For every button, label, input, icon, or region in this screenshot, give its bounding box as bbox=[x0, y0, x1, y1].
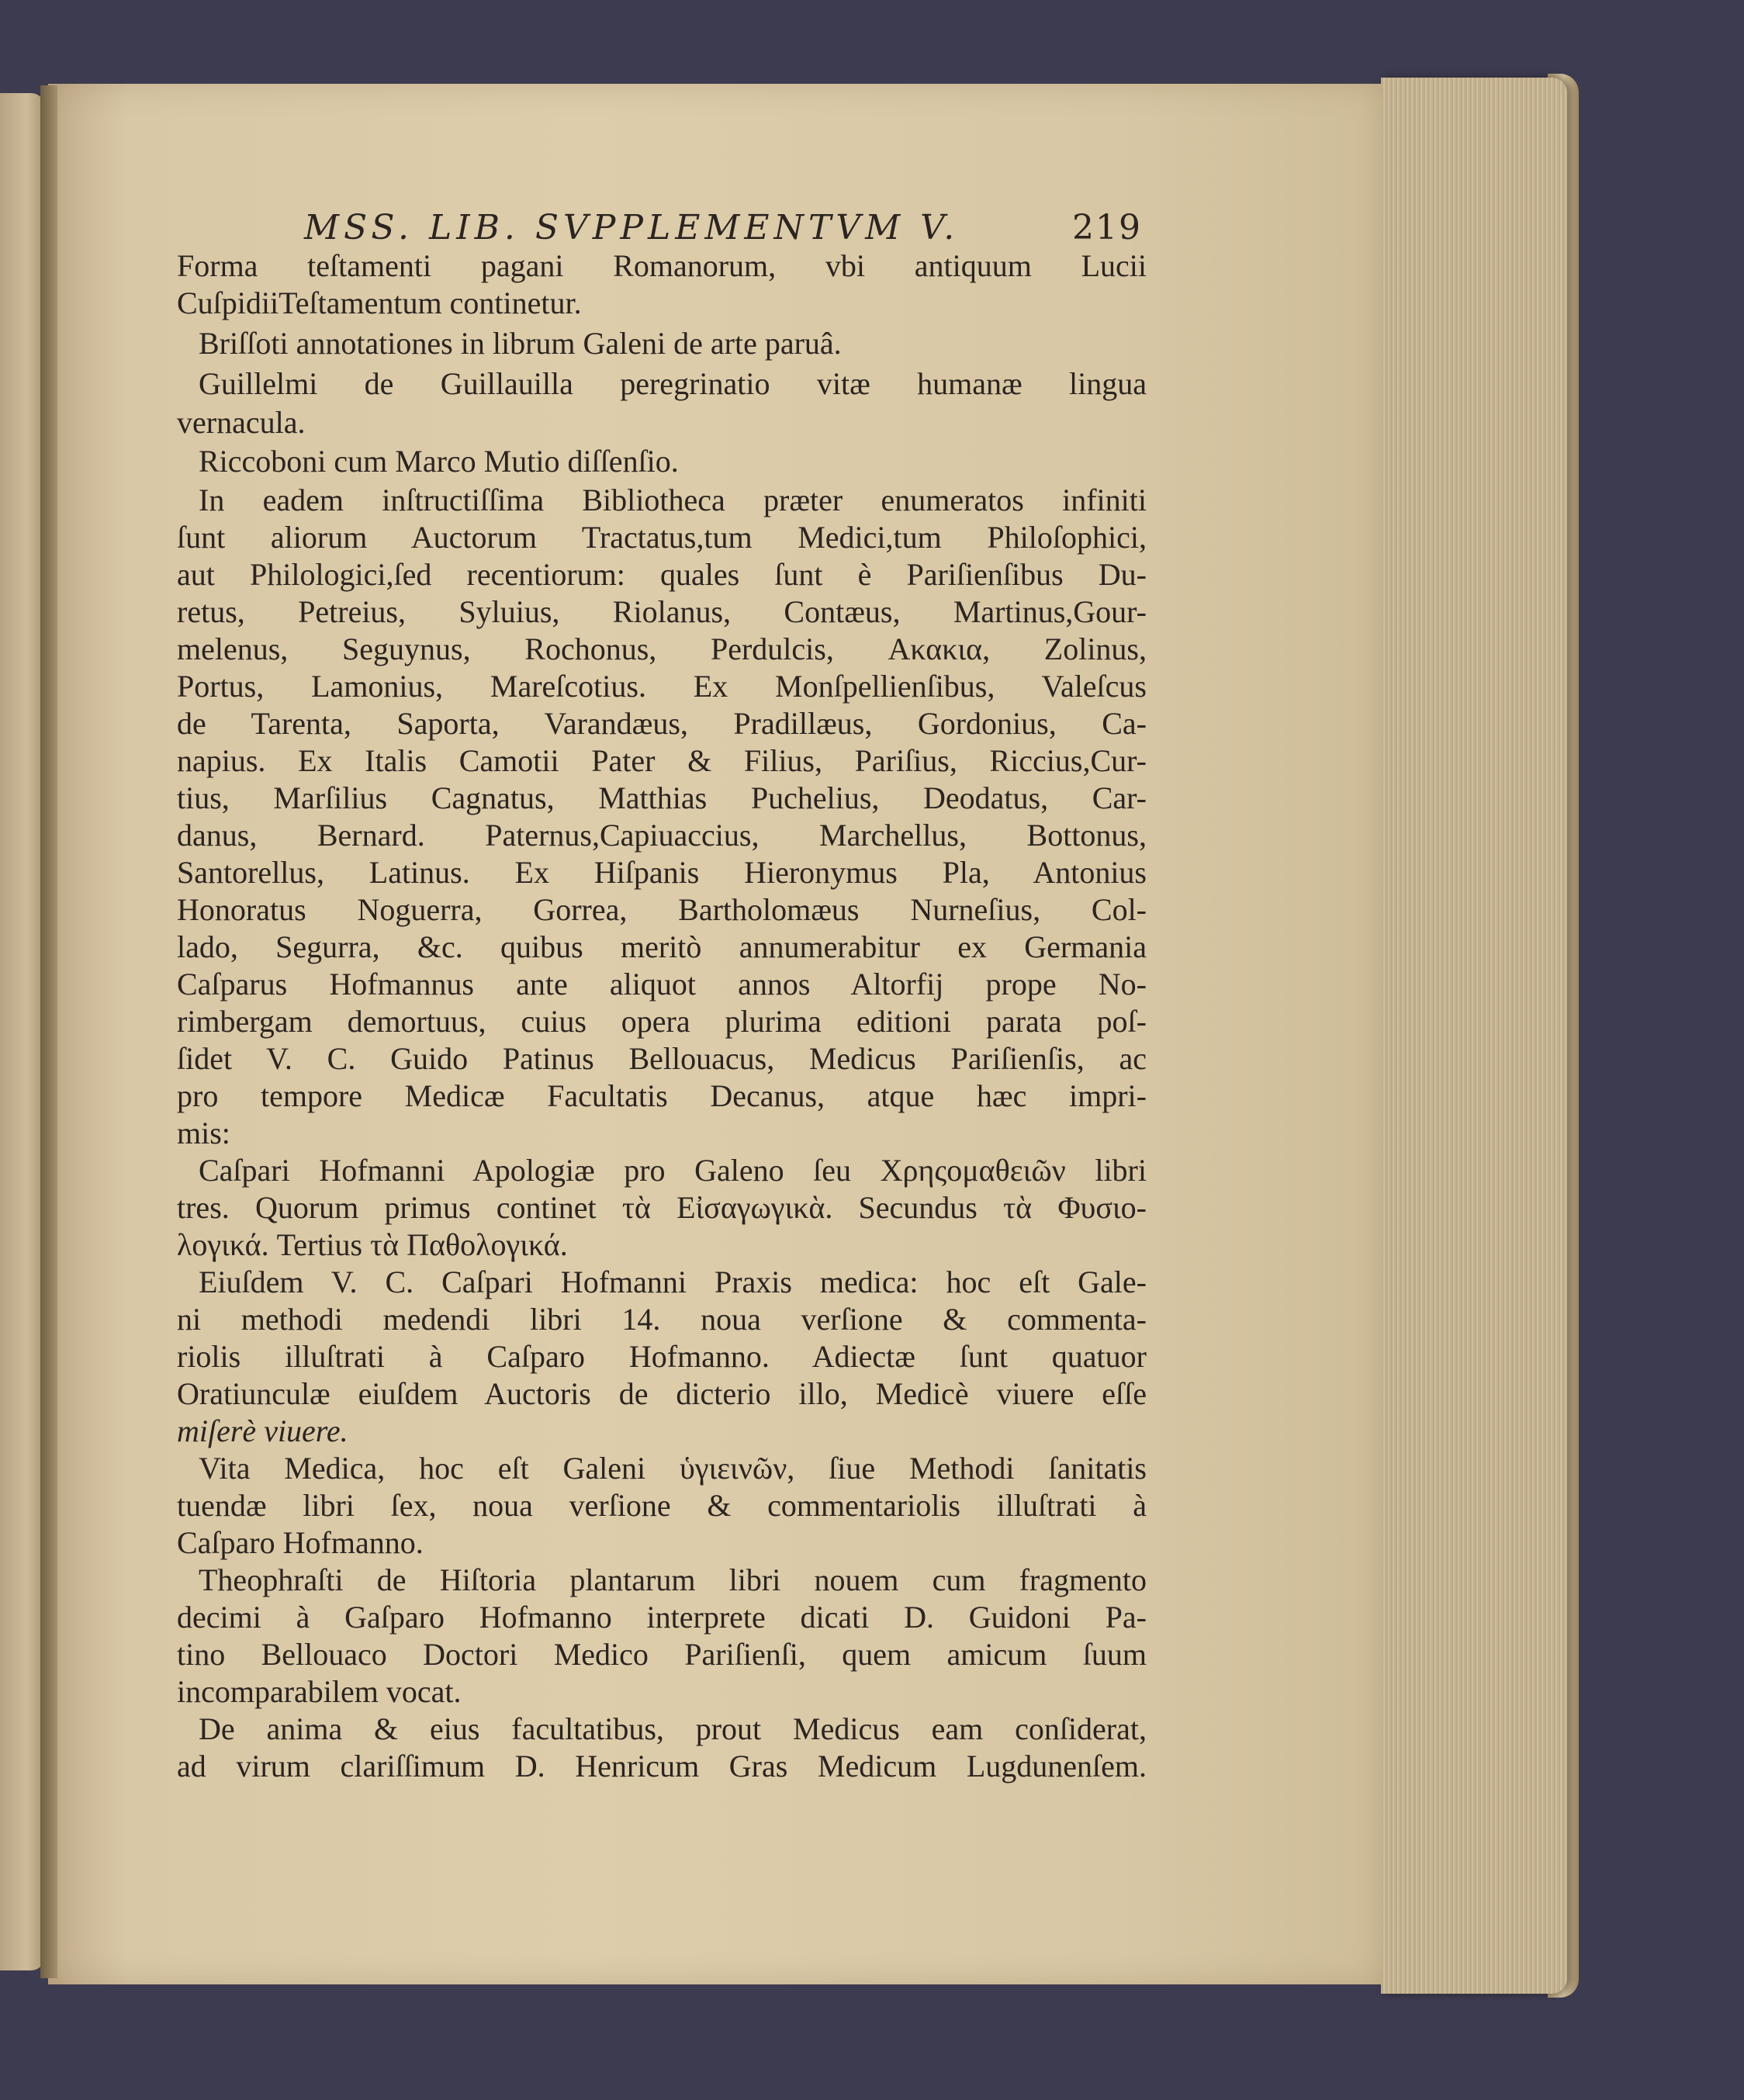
page-fore-edge bbox=[1381, 78, 1567, 1994]
text-line: tres. Quorum primus continet τὰ Εἰσαγωγικὰ. Secundus τὰ Φυσιο- bbox=[177, 1190, 1147, 1225]
text-line: decimi à Gaſparo Hofmanno interprete dicati D. Guidoni Pa- bbox=[177, 1600, 1147, 1635]
text-line: de Tarenta, Saporta, Varandæus, Pradillæus, Gordonius, Ca- bbox=[177, 706, 1147, 741]
text-line: λογικά. Tertius τὰ Παθολογικά. bbox=[177, 1227, 568, 1262]
text-line: incomparabilem vocat. bbox=[177, 1674, 462, 1709]
text-line: Forma teſtamenti pagani Romanorum, vbi antiquum Lucii bbox=[177, 248, 1147, 283]
text-line: ſunt aliorum Auctorum Tractatus,tum Medici,tum Philoſophici, bbox=[177, 520, 1147, 555]
text-line: lado, Segurra, &c. quibus meritò annumerabitur ex Germania bbox=[177, 929, 1147, 964]
page-number: 219 bbox=[1072, 208, 1142, 247]
text-line: ſidet V. C. Guido Patinus Bellouacus, Medicus Pariſienſis, ac bbox=[177, 1041, 1147, 1076]
text-line: Portus, Lamonius, Mareſcotius. Ex Monſpellienſibus, Valeſcus bbox=[177, 669, 1147, 704]
text-line: aut Philologici,ſed recentiorum: quales ſunt è Pariſienſibus Du- bbox=[177, 557, 1147, 592]
text-line: tino Bellouaco Doctori Medico Pariſienſi, quem amicum ſuum bbox=[177, 1637, 1147, 1672]
text-line: CuſpidiiTeſtamentum continetur. bbox=[177, 285, 582, 320]
facing-page-edge bbox=[0, 93, 45, 1970]
text-line: Vita Medica, hoc eſt Galeni ὑγιεινῶν, ſiue Methodi ſanitatis bbox=[199, 1451, 1147, 1486]
text-line: pro tempore Medicæ Facultatis Decanus, atque hæc impri- bbox=[177, 1078, 1147, 1113]
text-line: Caſparus Hofmannus ante aliquot annos Altorfij prope No- bbox=[177, 967, 1147, 1002]
text-line: rimbergam demortuus, cuius opera plurima editioni parata poſ- bbox=[177, 1004, 1147, 1039]
text-line: ad virum clariſſimum D. Henricum Gras Medicum Lugdunenſem. bbox=[177, 1749, 1147, 1783]
text-line: Briſſoti annotationes in librum Galeni de arte paruâ. bbox=[199, 326, 842, 361]
text-line: napius. Ex Italis Camotii Pater & Filius, Pariſius, Riccius,Cur- bbox=[177, 743, 1147, 778]
text-line: vernacula. bbox=[177, 405, 306, 440]
text-line: Caſparo Hofmanno. bbox=[177, 1525, 424, 1560]
text-line: ni methodi medendi libri 14. noua verſione & commenta- bbox=[177, 1302, 1147, 1337]
text-line: De anima & eius facultatibus, prout Medicus eam conſiderat, bbox=[199, 1711, 1147, 1746]
text-line: Santorellus, Latinus. Ex Hiſpanis Hieronymus Pla, Antonius bbox=[177, 855, 1147, 890]
text-line: Caſpari Hofmanni Apologiæ pro Galeno ſeu Χρηςομαθειῶν libri bbox=[199, 1153, 1147, 1188]
text-line: Oratiunculæ eiuſdem Auctoris de dicterio illo, Medicè viuere eſſe bbox=[177, 1376, 1147, 1411]
text-line: retus, Petreius, Syluius, Riolanus, Contæus, Martinus,Gour- bbox=[177, 594, 1147, 629]
book-gutter bbox=[40, 85, 57, 1978]
text-line: tius, Marſilius Cagnatus, Matthias Puchelius, Deodatus, Car- bbox=[177, 780, 1147, 815]
text-line: Eiuſdem V. C. Caſpari Hofmanni Praxis medica: hoc eſt Gale- bbox=[199, 1264, 1147, 1299]
text-line: Theophraſti de Hiſtoria plantarum libri nouem cum fragmento bbox=[199, 1562, 1147, 1597]
text-line: danus, Bernard. Paternus,Capiuaccius, Marchellus, Bottonus, bbox=[177, 818, 1147, 853]
text-line: Riccoboni cum Marco Mutio diſſenſio. bbox=[199, 444, 679, 479]
text-line: In eadem inſtructiſſima Bibliotheca præter enumeratos infiniti bbox=[199, 483, 1147, 517]
text-line: tuendæ libri ſex, noua verſione & commentariolis illuſtrati à bbox=[177, 1488, 1147, 1523]
text-line: Guillelmi de Guillauilla peregrinatio vitæ humanæ lingua bbox=[199, 366, 1147, 401]
text-line: melenus, Seguynus, Rochonus, Perdulcis, Ακακια, Zolinus, bbox=[177, 631, 1147, 666]
text-line: mis: bbox=[177, 1116, 230, 1150]
text-line: riolis illuſtrati à Caſparo Hofmanno. Adiectæ ſunt quatuor bbox=[177, 1339, 1147, 1374]
running-head-title: MSS. LIB. SVPPLEMENTVM V. bbox=[304, 208, 960, 247]
text-line: miſerè viuere. bbox=[177, 1413, 348, 1448]
text-line: Honoratus Noguerra, Gorrea, Bartholomæus Nurneſius, Col- bbox=[177, 892, 1147, 927]
